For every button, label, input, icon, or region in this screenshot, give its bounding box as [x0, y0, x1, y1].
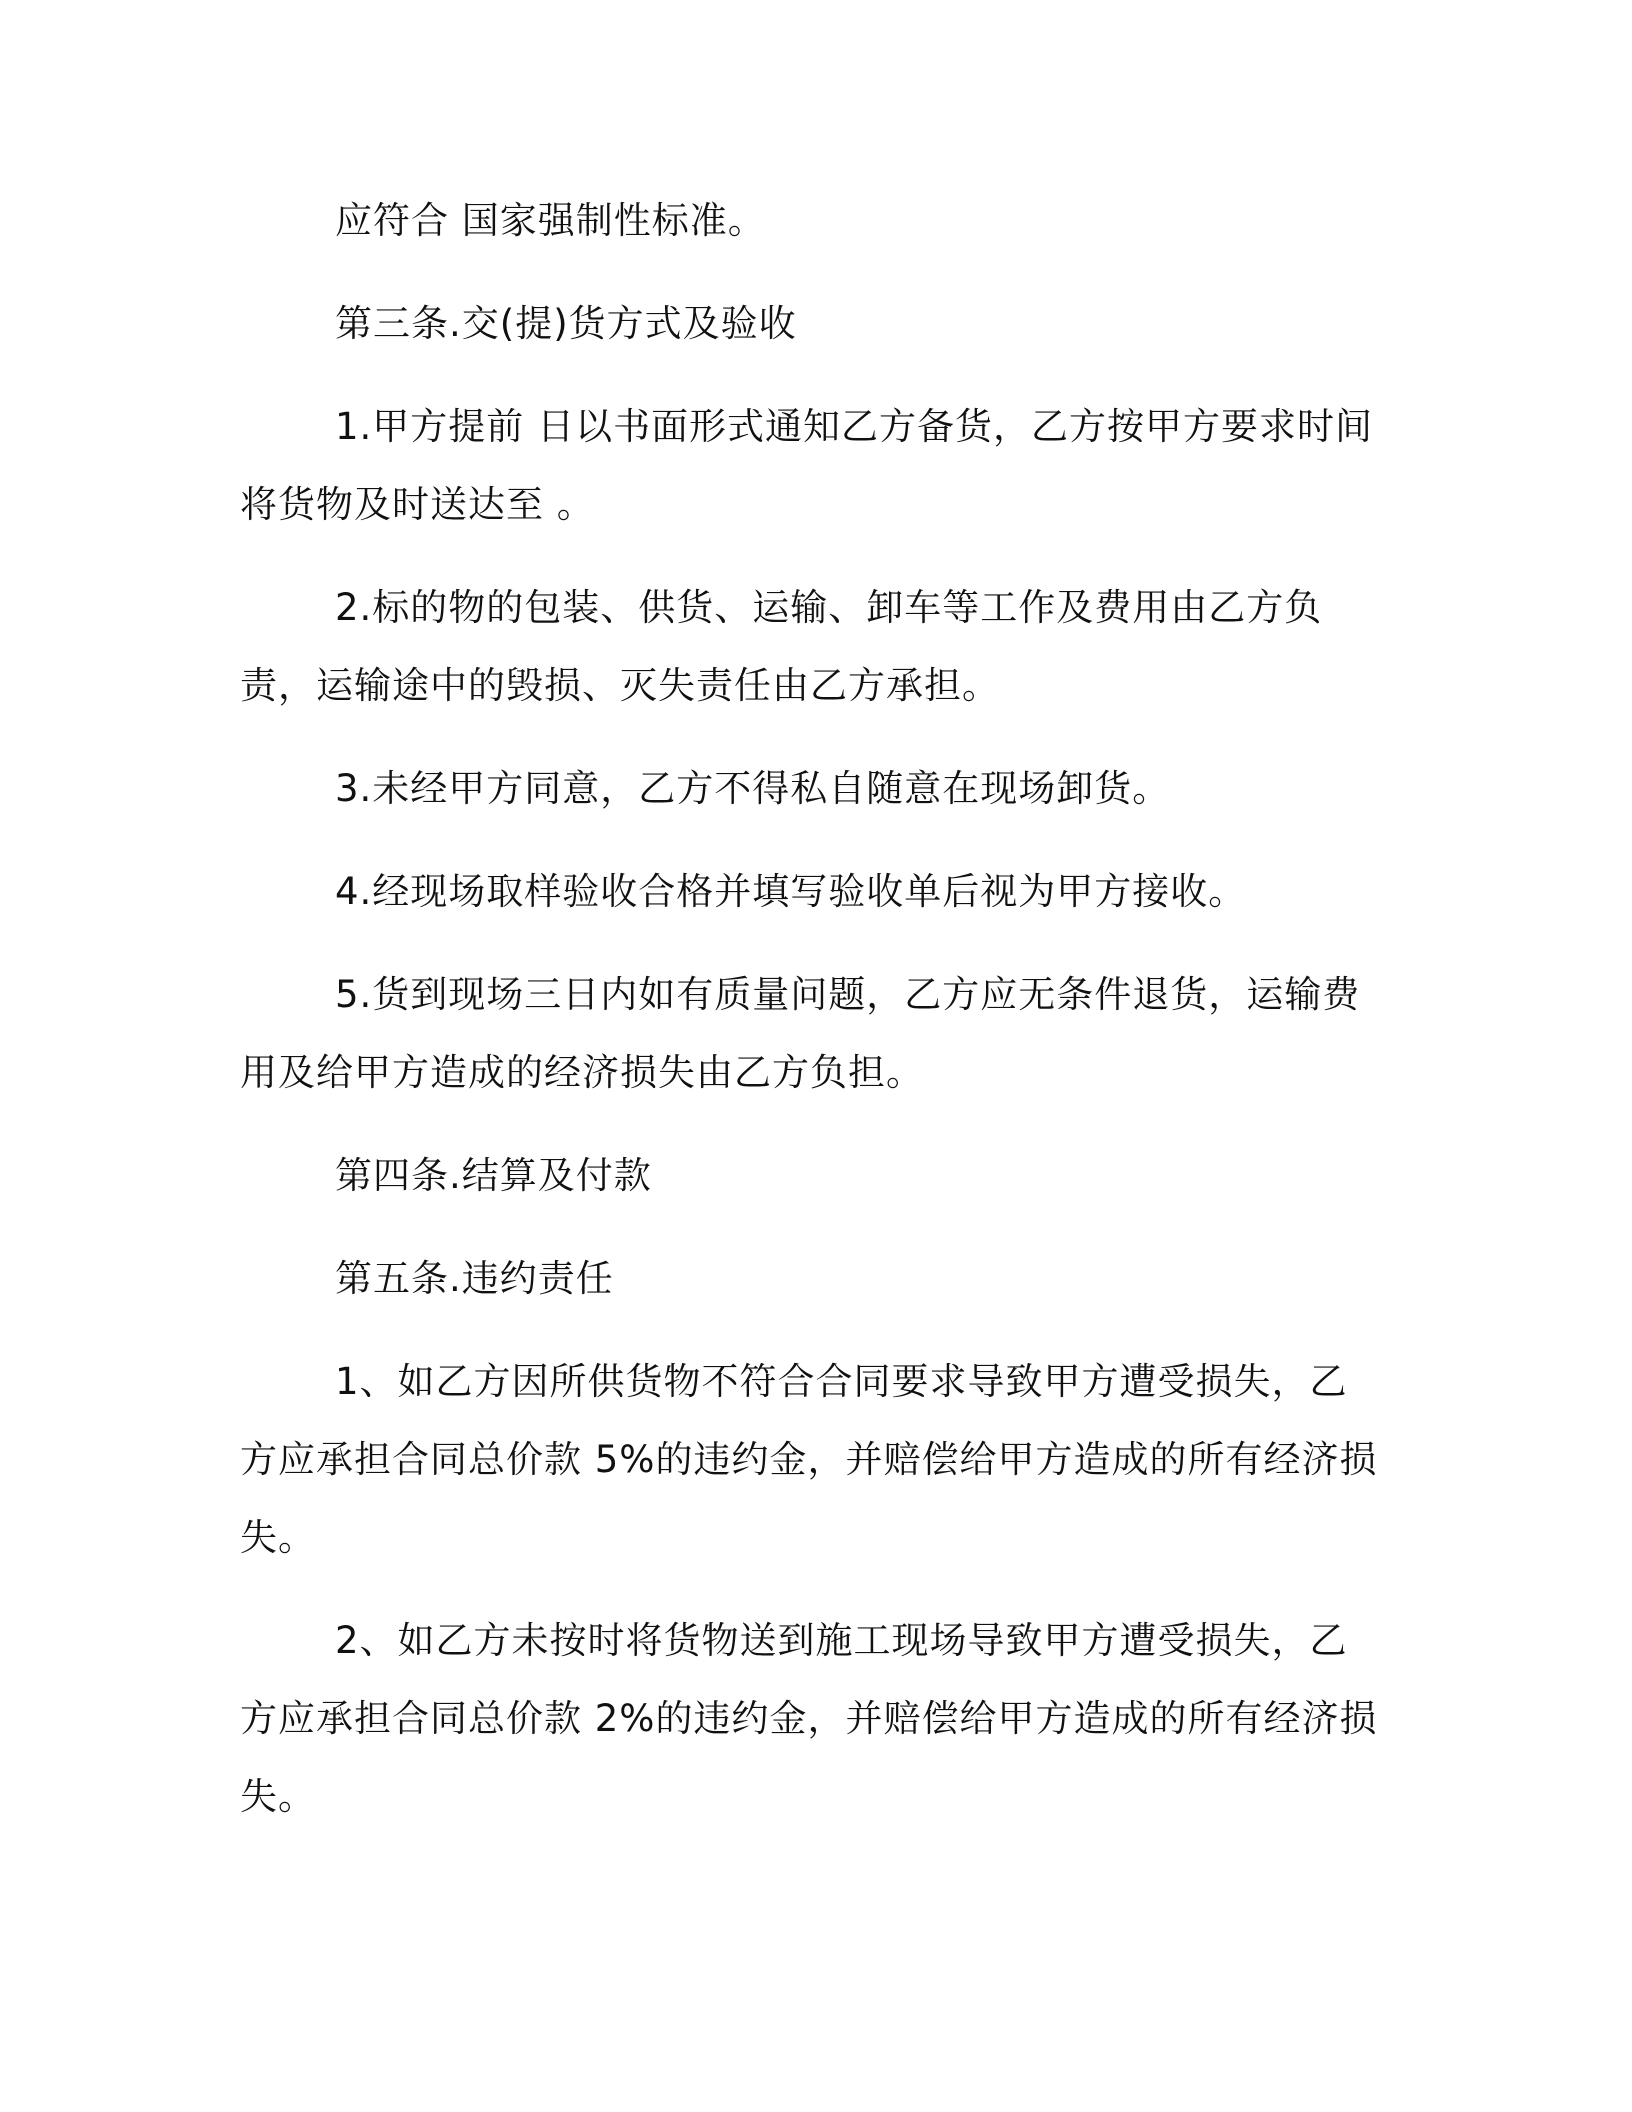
heading-article-3: 第三条.交(提)货方式及验收 [335, 302, 797, 345]
heading-article-5: 第五条.违约责任 [335, 1257, 614, 1300]
paragraph-standard: 应符合 国家强制性标准。 [335, 199, 766, 242]
document-body [240, 182, 1385, 1836]
heading-article-4: 第四条.结算及付款 [335, 1154, 652, 1197]
paragraph-article-3-item-5: 5.货到现场三日内如有质量问题，乙方应无条件退货，运输费用及给甲方造成的经济损失由乙方负担。 [240, 973, 1361, 1094]
paragraph-article-3-item-2: 2.标的物的包装、供货、运输、卸车等工作及费用由乙方负责，运输途中的毁损、灭失责任由乙方承担。 [240, 586, 1323, 707]
paragraph-article-3-item-4: 4.经现场取样验收合格并填写验收单后视为甲方接收。 [335, 870, 1247, 913]
paragraph-article-5-item-1: 1、如乙方因所供货物不符合合同要求导致甲方遭受损失，乙方应承担合同总价款 5%的违约金，并赔偿给甲方造成的所有经济损失。 [240, 1360, 1378, 1559]
paragraph-article-3-item-1: 1.甲方提前 日以书面形式通知乙方备货，乙方按甲方要求时间将货物及时送达至 。 [240, 405, 1374, 526]
paragraph-article-5-item-2: 2、如乙方未按时将货物送到施工现场导致甲方遭受损失，乙方应承担合同总价款 2%的违约金，并赔偿给甲方造成的所有经济损失。 [240, 1619, 1378, 1818]
paragraph-article-3-item-3: 3.未经甲方同意，乙方不得私自随意在现场卸货。 [335, 767, 1171, 810]
